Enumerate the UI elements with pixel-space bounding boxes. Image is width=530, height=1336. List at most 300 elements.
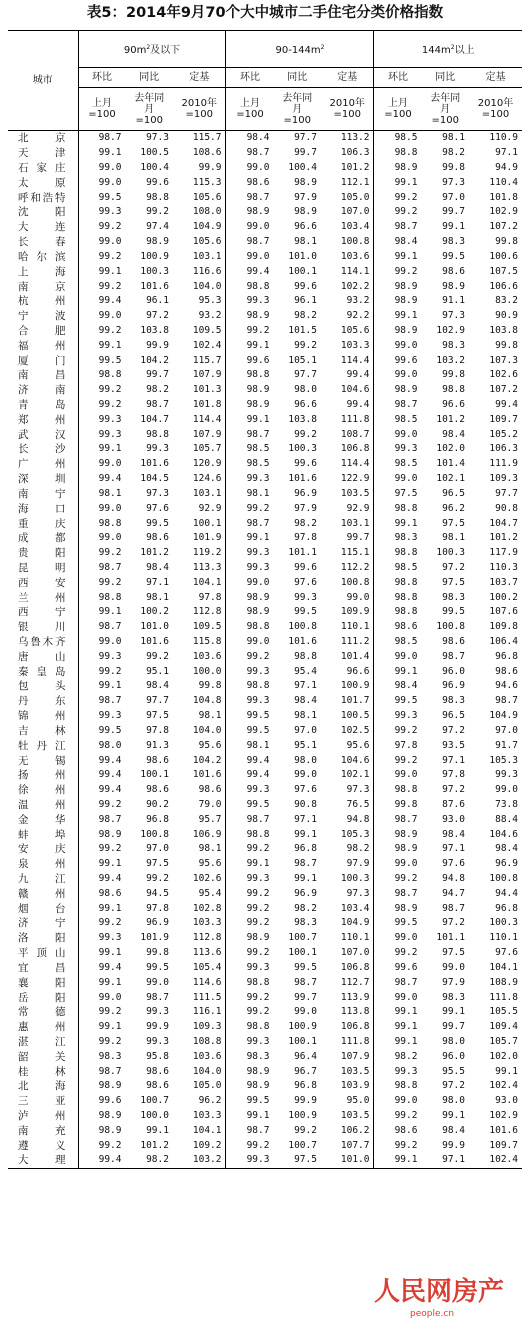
- city-column-header: 城市: [8, 31, 78, 131]
- index-value: 99.1: [394, 1035, 418, 1047]
- index-value: 99.0: [98, 502, 122, 514]
- index-value: 99.0: [394, 650, 418, 662]
- index-value: 100.8: [321, 575, 374, 590]
- city-name: 石家庄: [8, 161, 78, 176]
- index-value: 99.0: [442, 961, 465, 973]
- index-value: 93.5: [442, 739, 465, 751]
- index-value: 98.7: [246, 1124, 270, 1136]
- index-value: 99.2: [98, 576, 122, 588]
- index-value: 101.6: [140, 280, 169, 292]
- index-value: 110.9: [489, 132, 518, 144]
- index-value: 99.1: [98, 947, 122, 959]
- index-value: 98.6: [146, 532, 169, 544]
- base-header: 上月 =100: [226, 88, 273, 131]
- index-value: 103.8: [288, 413, 317, 425]
- index-value: 99.0: [495, 784, 518, 796]
- index-value: 104.0: [173, 1064, 226, 1079]
- index-value: 99.2: [98, 547, 122, 559]
- index-value: 98.6: [495, 665, 518, 677]
- index-value: 110.3: [489, 561, 518, 573]
- index-value: 99.1: [394, 310, 418, 322]
- index-value: 109.5: [173, 324, 226, 339]
- index-value: 99.4: [98, 754, 122, 766]
- index-value: 103.3: [173, 1109, 226, 1124]
- index-value: 99.2: [98, 843, 122, 855]
- index-value: 99.8: [442, 162, 465, 174]
- index-value: 99.5: [442, 606, 465, 618]
- index-value: 99.0: [394, 428, 418, 440]
- index-value: 101.6: [288, 636, 317, 648]
- city-name: 唐 山: [8, 649, 78, 664]
- index-value: 100.9: [288, 1110, 317, 1122]
- index-value: 99.3: [246, 665, 270, 677]
- index-value: 99.3: [246, 961, 270, 973]
- index-value: 102.8: [173, 901, 226, 916]
- index-value: 102.6: [173, 872, 226, 887]
- index-value: 97.1: [442, 843, 465, 855]
- index-value: 99.2: [246, 324, 270, 336]
- index-value: 100.2: [489, 591, 518, 603]
- index-value: 99.3: [146, 1035, 169, 1047]
- index-value: 97.2: [442, 724, 465, 736]
- city-name: 杭 州: [8, 294, 78, 309]
- index-value: 79.0: [173, 798, 226, 813]
- index-value: 98.8: [442, 384, 465, 396]
- table-row: [8, 1005, 522, 1020]
- index-value: 98.1: [294, 710, 317, 722]
- index-value: 109.3: [173, 1020, 226, 1035]
- index-value: 97.3: [442, 310, 465, 322]
- index-value: 96.2: [442, 502, 465, 514]
- index-value: 98.7: [442, 650, 465, 662]
- index-value: 97.1: [294, 813, 317, 825]
- index-value: 99.2: [146, 873, 169, 885]
- table-row: [8, 620, 522, 635]
- index-value: 99.1: [394, 1021, 418, 1033]
- index-value: 104.2: [140, 354, 169, 366]
- city-name: 济 南: [8, 383, 78, 398]
- index-value: 98.8: [294, 650, 317, 662]
- index-value: 114.4: [173, 412, 226, 427]
- index-value: 101.1: [436, 932, 465, 944]
- index-value: 106.3: [321, 146, 374, 161]
- index-value: 99.8: [495, 236, 518, 248]
- index-value: 110.1: [489, 932, 518, 944]
- index-value: 94.4: [495, 887, 518, 899]
- index-value: 99.0: [98, 636, 122, 648]
- index-value: 99.8: [173, 679, 226, 694]
- index-value: 97.6: [442, 858, 465, 870]
- table-row: [8, 827, 522, 842]
- index-value: 109.3: [489, 473, 518, 485]
- city-name: 沈 阳: [8, 205, 78, 220]
- index-value: 103.1: [173, 250, 226, 265]
- index-value: 110.4: [489, 176, 518, 188]
- city-name: 韶 关: [8, 1049, 78, 1064]
- index-value: 98.4: [146, 680, 169, 692]
- city-name: 秦皇岛: [8, 664, 78, 679]
- index-value: 98.7: [98, 695, 122, 707]
- index-value: 76.5: [321, 798, 374, 813]
- index-value: 98.1: [146, 591, 169, 603]
- index-value: 102.9: [489, 206, 518, 218]
- index-value: 114.6: [173, 975, 226, 990]
- index-value: 103.1: [173, 487, 226, 502]
- index-value: 99.6: [394, 354, 418, 366]
- index-value: 109.8: [489, 621, 518, 633]
- index-value: 99.3: [246, 695, 270, 707]
- index-value: 97.9: [321, 857, 374, 872]
- index-value: 100.0: [173, 664, 226, 679]
- table-row: [8, 412, 522, 427]
- index-value: 99.4: [98, 873, 122, 885]
- index-value: 107.0: [321, 946, 374, 961]
- index-value: 98.8: [98, 517, 122, 529]
- city-name: 湛 江: [8, 1035, 78, 1050]
- index-value: 99.1: [246, 413, 270, 425]
- index-value: 105.0: [173, 1079, 226, 1094]
- index-value: 99.2: [394, 724, 418, 736]
- index-value: 99.2: [98, 221, 122, 233]
- index-value: 98.6: [394, 1124, 418, 1136]
- index-value: 99.6: [246, 354, 270, 366]
- index-value: 99.2: [394, 947, 418, 959]
- index-value: 108.9: [489, 976, 518, 988]
- index-value: 97.5: [442, 947, 465, 959]
- index-value: 98.8: [246, 1021, 270, 1033]
- index-value: 107.6: [489, 606, 518, 618]
- index-value: 100.4: [140, 162, 169, 174]
- index-value: 99.6: [146, 176, 169, 188]
- index-value: 98.9: [394, 324, 418, 336]
- index-value: 95.6: [173, 738, 226, 753]
- index-value: 99.0: [98, 162, 122, 174]
- index-value: 98.4: [394, 680, 418, 692]
- index-value: 100.1: [288, 265, 317, 277]
- index-value: 98.4: [442, 1124, 465, 1136]
- index-value: 99.4: [495, 399, 518, 411]
- index-value: 112.8: [173, 605, 226, 620]
- index-value: 97.5: [394, 487, 418, 499]
- index-value: 97.2: [442, 561, 465, 573]
- city-name: 济 宁: [8, 916, 78, 931]
- index-value: 105.6: [173, 190, 226, 205]
- index-value: 101.6: [140, 636, 169, 648]
- index-value: 101.0: [140, 621, 169, 633]
- city-name: 长 春: [8, 235, 78, 250]
- index-value: 99.1: [394, 250, 418, 262]
- index-value: 98.8: [394, 591, 418, 603]
- index-value: 100.6: [489, 250, 518, 262]
- index-value: 96.9: [294, 487, 317, 499]
- index-value: 98.8: [246, 621, 270, 633]
- index-value: 97.7: [294, 369, 317, 381]
- index-value: 109.2: [173, 1138, 226, 1153]
- index-value: 94.8: [442, 873, 465, 885]
- sub-header: 定基: [173, 68, 226, 88]
- index-value: 97.2: [442, 784, 465, 796]
- index-value: 99.2: [394, 754, 418, 766]
- city-name: 呼和浩特: [8, 190, 78, 205]
- index-value: 99.5: [98, 354, 122, 366]
- index-value: 106.4: [489, 636, 518, 648]
- index-value: 98.9: [394, 902, 418, 914]
- index-value: 98.5: [394, 636, 418, 648]
- index-value: 97.1: [421, 1153, 469, 1168]
- index-value: 99.2: [246, 991, 270, 1003]
- index-value: 98.9: [294, 206, 317, 218]
- city-name: 泉 州: [8, 857, 78, 872]
- index-value: 96.2: [173, 1094, 226, 1109]
- index-value: 108.6: [173, 146, 226, 161]
- index-value: 98.1: [173, 842, 226, 857]
- index-value: 104.9: [321, 916, 374, 931]
- index-value: 99.7: [321, 531, 374, 546]
- index-value: 101.2: [140, 1139, 169, 1151]
- index-value: 120.9: [173, 457, 226, 472]
- table-row: [8, 1064, 522, 1079]
- city-name: 长 沙: [8, 442, 78, 457]
- index-value: 96.1: [146, 295, 169, 307]
- index-value: 104.5: [140, 473, 169, 485]
- index-value: 101.2: [321, 161, 374, 176]
- table-row: [8, 961, 522, 976]
- table-row: [8, 457, 522, 472]
- index-value: 99.0: [394, 991, 418, 1003]
- table-row: [8, 472, 522, 487]
- index-value: 99.1: [442, 221, 465, 233]
- index-value: 93.2: [321, 294, 374, 309]
- index-value: 99.1: [146, 1124, 169, 1136]
- index-value: 99.5: [442, 250, 465, 262]
- index-value: 99.2: [98, 1139, 122, 1151]
- index-value: 104.6: [321, 383, 374, 398]
- index-value: 98.2: [442, 147, 465, 159]
- index-value: 101.6: [140, 458, 169, 470]
- table-row: [8, 501, 522, 516]
- index-value: 100.8: [489, 873, 518, 885]
- index-value: 98.1: [246, 487, 270, 499]
- index-value: 105.0: [321, 190, 374, 205]
- index-value: 98.9: [394, 828, 418, 840]
- index-value: 106.8: [321, 1020, 374, 1035]
- table-row: [8, 383, 522, 398]
- group-header-small: $90m^2$及以下: [78, 31, 226, 68]
- index-value: 98.9: [246, 384, 270, 396]
- base-header: 去年同 月 =100: [125, 88, 172, 131]
- table-row: [8, 768, 522, 783]
- index-value: 99.2: [294, 428, 317, 440]
- index-value: 97.1: [495, 147, 518, 159]
- index-value: 97.5: [146, 710, 169, 722]
- index-value: 99.6: [98, 1095, 122, 1107]
- index-value: 99.8: [495, 339, 518, 351]
- city-name: 丹 东: [8, 694, 78, 709]
- index-value: 91.7: [495, 739, 518, 751]
- index-value: 90.8: [495, 502, 518, 514]
- index-value: 98.4: [146, 561, 169, 573]
- index-value: 99.9: [442, 1139, 465, 1151]
- index-value: 103.8: [489, 324, 518, 336]
- table-row: [8, 264, 522, 279]
- index-value: 92.9: [173, 501, 226, 516]
- index-value: 99.7: [442, 206, 465, 218]
- index-value: 98.9: [394, 295, 418, 307]
- table-row: [8, 561, 522, 576]
- index-value: 99.3: [98, 710, 122, 722]
- index-value: 99.1: [246, 339, 270, 351]
- index-value: 96.0: [442, 665, 465, 677]
- index-value: 95.8: [146, 1050, 169, 1062]
- index-value: 103.7: [489, 576, 518, 588]
- index-value: 99.2: [394, 873, 418, 885]
- index-value: 98.9: [98, 1110, 122, 1122]
- index-value: 105.6: [173, 235, 226, 250]
- table-row: [8, 131, 522, 146]
- index-value: 96.7: [294, 1065, 317, 1077]
- index-value: 100.1: [140, 769, 169, 781]
- index-value: 96.6: [321, 664, 374, 679]
- index-value: 102.9: [436, 324, 465, 336]
- index-value: 99.1: [374, 1153, 421, 1168]
- index-value: 97.3: [146, 487, 169, 499]
- index-value: 104.7: [140, 413, 169, 425]
- index-value: 104.1: [173, 1123, 226, 1138]
- index-value: 98.4: [442, 828, 465, 840]
- index-value: 98.7: [294, 858, 317, 870]
- index-value: 98.9: [394, 162, 418, 174]
- watermark-logo-text: 人民网房产: [374, 1277, 505, 1307]
- index-value: 98.8: [246, 828, 270, 840]
- table-row: [8, 427, 522, 442]
- table-row: [8, 1153, 522, 1168]
- index-value: 98.9: [394, 843, 418, 855]
- index-value: 108.8: [173, 1035, 226, 1050]
- index-value: 98.5: [394, 458, 418, 470]
- table-row: [8, 709, 522, 724]
- sub-header: 同比: [421, 68, 469, 88]
- index-value: 100.9: [288, 1021, 317, 1033]
- index-value: 96.5: [442, 710, 465, 722]
- index-value: 98.1: [98, 487, 122, 499]
- index-value: 101.5: [288, 324, 317, 336]
- index-value: 97.8: [146, 902, 169, 914]
- index-value: 102.6: [489, 369, 518, 381]
- index-value: 99.2: [246, 1139, 270, 1151]
- index-value: 99.4: [246, 769, 270, 781]
- index-value: 98.7: [146, 399, 169, 411]
- index-value: 90.2: [146, 798, 169, 810]
- index-value: 99.2: [98, 665, 122, 677]
- index-value: 101.9: [173, 531, 226, 546]
- index-value: 97.8: [146, 724, 169, 736]
- index-value: 99.1: [394, 1006, 418, 1018]
- index-value: 98.5: [394, 132, 418, 144]
- index-value: 103.3: [173, 916, 226, 931]
- index-value: 99.0: [246, 576, 270, 588]
- index-value: 97.5: [146, 858, 169, 870]
- index-value: 97.7: [146, 695, 169, 707]
- index-value: 99.3: [495, 769, 518, 781]
- index-value: 105.6: [321, 324, 374, 339]
- index-value: 101.4: [321, 649, 374, 664]
- city-name: 重 庆: [8, 516, 78, 531]
- index-value: 99.6: [294, 458, 317, 470]
- index-value: 97.3: [321, 886, 374, 901]
- index-value: 94.5: [146, 887, 169, 899]
- index-value: 95.0: [321, 1094, 374, 1109]
- index-value: 96.6: [442, 399, 465, 411]
- index-value: 104.6: [489, 828, 518, 840]
- index-value: 92.2: [321, 309, 374, 324]
- index-value: 99.3: [98, 206, 122, 218]
- base-header: 去年同 月 =100: [273, 88, 320, 131]
- index-value: 83.2: [495, 295, 518, 307]
- index-value: 92.9: [321, 501, 374, 516]
- index-value: 98.7: [246, 813, 270, 825]
- city-name: 烟 台: [8, 901, 78, 916]
- index-value: 103.5: [321, 1064, 374, 1079]
- index-value: 109.7: [489, 1139, 518, 1151]
- sub-header: 环比: [78, 68, 125, 88]
- index-value: 101.6: [489, 1124, 518, 1136]
- index-value: 98.8: [246, 976, 270, 988]
- table-row: [8, 368, 522, 383]
- index-value: 98.7: [246, 191, 270, 203]
- index-value: 99.1: [442, 1006, 465, 1018]
- index-value: 98.4: [246, 132, 270, 144]
- index-value: 96.8: [294, 1080, 317, 1092]
- city-name: 南 宁: [8, 487, 78, 502]
- index-value: 99.3: [98, 650, 122, 662]
- index-value: 107.9: [173, 427, 226, 442]
- index-value: 99.3: [226, 1153, 273, 1168]
- index-value: 99.2: [294, 339, 317, 351]
- index-value: 94.7: [442, 887, 465, 899]
- table-row: [8, 798, 522, 813]
- index-value: 98.0: [294, 384, 317, 396]
- index-value: 99.6: [394, 961, 418, 973]
- index-value: 98.6: [246, 176, 270, 188]
- city-name: 北 京: [8, 131, 78, 146]
- index-value: 98.6: [146, 784, 169, 796]
- index-value: 98.7: [98, 561, 122, 573]
- index-value: 99.1: [98, 147, 122, 159]
- city-name: 徐 州: [8, 783, 78, 798]
- city-name: 哈尔滨: [8, 250, 78, 265]
- index-value: 114.4: [321, 457, 374, 472]
- index-value: 99.2: [246, 902, 270, 914]
- index-value: 99.2: [98, 798, 122, 810]
- table-row: [8, 664, 522, 679]
- city-name: 太 原: [8, 175, 78, 190]
- index-value: 104.0: [173, 279, 226, 294]
- index-value: 101.8: [173, 398, 226, 413]
- index-value: 98.7: [246, 517, 270, 529]
- index-value: 100.7: [288, 1139, 317, 1151]
- index-value: 99.2: [98, 1006, 122, 1018]
- index-value: 99.4: [98, 473, 122, 485]
- index-value: 108.7: [321, 427, 374, 442]
- index-value: 99.2: [294, 1124, 317, 1136]
- city-name: 成 都: [8, 531, 78, 546]
- index-value: 99.0: [394, 339, 418, 351]
- index-value: 102.4: [469, 1153, 522, 1168]
- index-value: 97.5: [442, 517, 465, 529]
- index-value: 98.6: [442, 636, 465, 648]
- city-name: 蚌 埠: [8, 827, 78, 842]
- index-value: 98.9: [246, 1065, 270, 1077]
